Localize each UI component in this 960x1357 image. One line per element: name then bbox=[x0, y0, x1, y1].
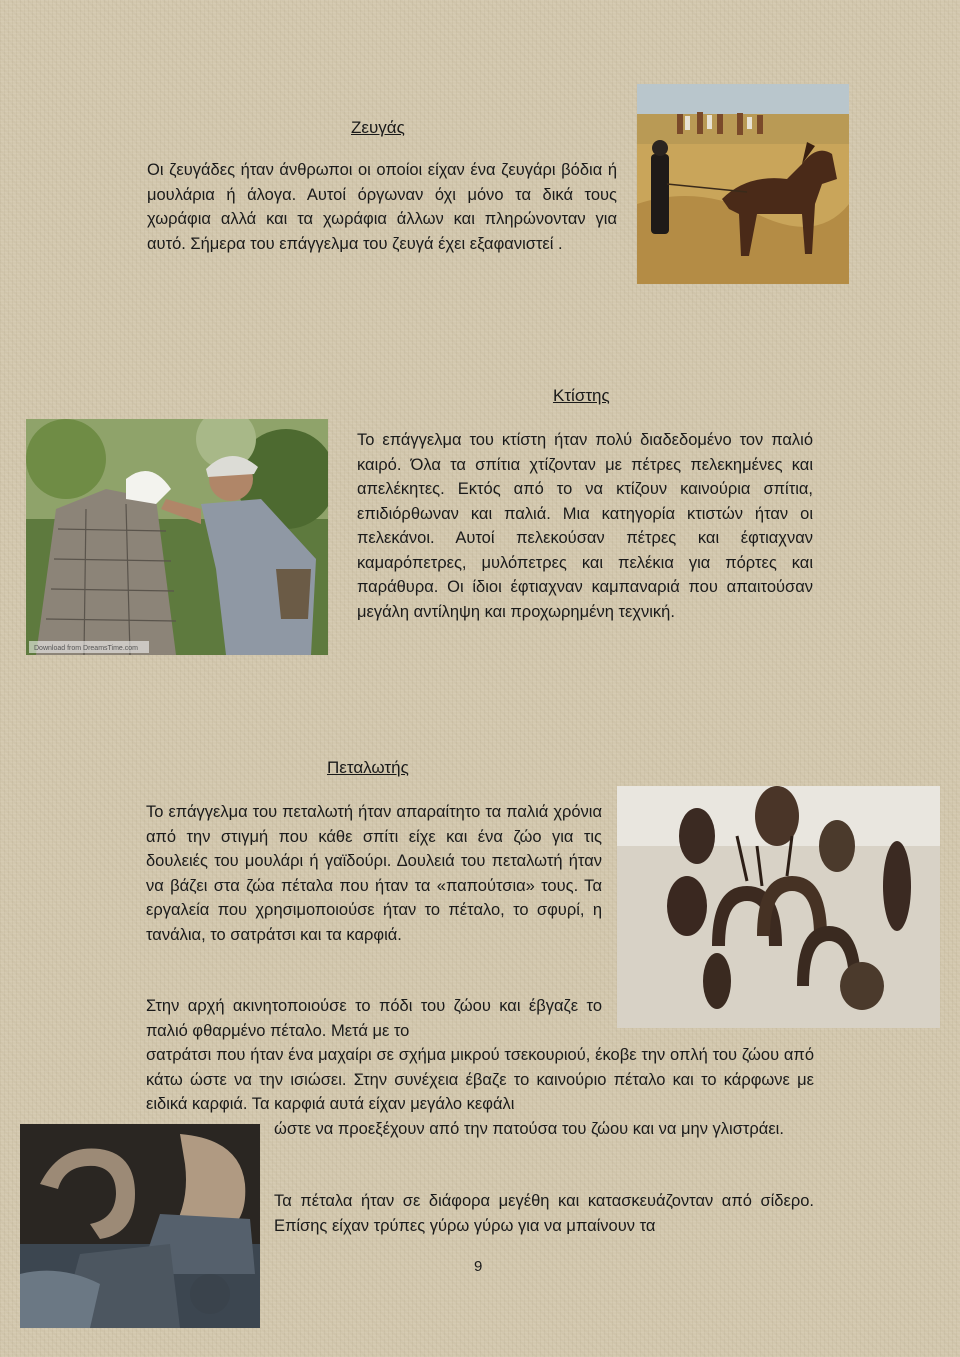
anvil-horseshoe-photo bbox=[20, 1124, 260, 1328]
paragraph-petalotis-3: Τα πέταλα ήταν σε διάφορα μεγέθη και κατασκευάζονταν από σίδερο. Επίσης είχαν τρύπες γύρω γύρω για να μπαίνουν τα bbox=[274, 1192, 814, 1235]
ploughing-horse-photo bbox=[637, 84, 849, 284]
heading-zeugas: Ζευγάς bbox=[351, 118, 405, 137]
heading-kistis: Κτίστης bbox=[553, 386, 610, 405]
stone-mason-photo bbox=[26, 419, 328, 655]
watermark-text: Download from DreamsTime.com bbox=[34, 645, 138, 652]
paragraph-zeugas: Οι ζευγάδες ήταν άνθρωποι οι οποίοι είχαν ένα ζευγάρι βόδια ή μουλάρια ή άλογα. Αυτοί όργωναν όχι μόνο τα δικά τους χωράφια αλλά και τα χωράφια άλλων και πληρώνονταν για αυτό. Σήμερα του επάγγελμα του ζευγά έχει εξαφανιστεί . bbox=[147, 161, 617, 253]
paragraph-petalotis-2a: Στην αρχή ακινητοποιούσε το πόδι του ζώου και έβγαζε το παλιό φθαρμένο πέταλο. Μετά με το bbox=[146, 997, 602, 1040]
paragraph-petalotis-1: Το επάγγελμα του πεταλωτή ήταν απαραίτητο τα παλιά χρόνια από την στιγμή που κάθε σπίτι είχε και ένα ζώο για τις δουλειές του μουλάρι ή γαϊδούρι. Δουλειά του πεταλωτή ήταν να βάζει στα ζώα πέταλα που ήταν τα «παπούτσια» τους. Τα εργαλεία που χρησιμοποιούσε ήταν το πέταλο, το σφυρί, η τανάλια, το σατράτσι και τα καρφιά. bbox=[146, 803, 602, 944]
horseshoes-tools-photo bbox=[617, 786, 940, 1028]
page-number: 9 bbox=[474, 1258, 483, 1275]
paragraph-kistis: Το επάγγελμα του κτίστη ήταν πολύ διαδεδομένο τον παλιό καιρό. Όλα τα σπίτια χτίζονταν με πέτρες πελεκημένες και απελέκητες. Εκτός από το να κτίζουν καινούρια σπίτια, επιδιόρθωναν και παλιά. Μια κατηγορία κτιστών ήταν οι πελεκάνοι. Αυτοί πελεκούσαν πέτρες και έφτιαχναν καμαρόπετρες, μυλόπετρες και πελέκια για πόρτες και παράθυρα. Οι ίδιοι έφτιαχναν καμπαναριά που απαιτούσαν μεγάλη αντίληψη και προχωρημένη τεχνική. bbox=[357, 431, 813, 621]
heading-petalotis: Πεταλωτής bbox=[327, 758, 409, 777]
paragraph-petalotis-2b: σατράτσι που ήταν ένα μαχαίρι σε σχήμα μικρού τσεκουριού, έκοβε την οπλή του ζώου από κάτω ώστε να την ισιώσει. Στην συνέχεια έβαζε το καινούριο πέταλο και το κάρφωνε με ειδικά καρφιά. Τα καρφιά αυτά είχαν μεγάλο κεφάλι bbox=[146, 1046, 814, 1113]
paragraph-petalotis-2c: ώστε να προεξέχουν από την πατούσα του ζώου και να μην γλιστράει. bbox=[274, 1120, 784, 1138]
